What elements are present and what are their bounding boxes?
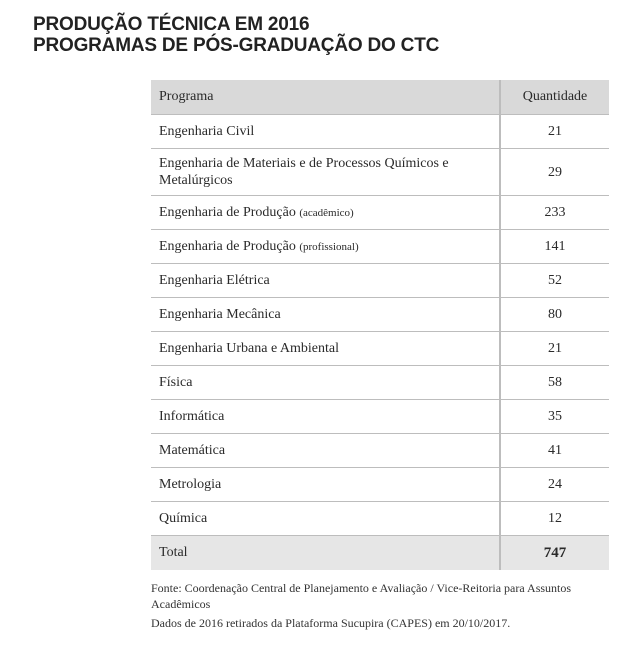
- table-row: [151, 332, 609, 366]
- quantity-cell: 141: [500, 230, 609, 264]
- program-cell: [151, 502, 500, 536]
- program-cell: [151, 366, 500, 400]
- program-name: Engenharia de Materiais e de Processos Químicos e Metalúrgicos: [159, 156, 449, 188]
- program-name: Metrologia: [159, 476, 222, 492]
- page-title: [33, 14, 439, 56]
- quantity-cell: 21: [500, 115, 609, 149]
- program-cell: [151, 434, 500, 468]
- quantity-cell: 35: [500, 400, 609, 434]
- quantity-cell: 24: [500, 468, 609, 502]
- program-note: (acadêmico): [299, 206, 354, 219]
- table-row: [151, 434, 609, 468]
- quantity-cell: 233: [500, 196, 609, 230]
- program-cell: [151, 400, 500, 434]
- quantity-cell: 21: [500, 332, 609, 366]
- table-row: [151, 502, 609, 536]
- total-quantity: 747: [500, 536, 609, 571]
- program-name: Engenharia Mecânica: [159, 306, 281, 322]
- program-cell: [151, 230, 500, 264]
- program-cell: [151, 468, 500, 502]
- quantity-cell: 29: [500, 149, 609, 196]
- program-cell: [151, 149, 500, 196]
- table-row: [151, 230, 609, 264]
- quantity-cell: 41: [500, 434, 609, 468]
- production-table: [151, 80, 609, 570]
- program-name: Física: [159, 374, 193, 390]
- total-row: [151, 536, 609, 571]
- table-header-row: [151, 80, 609, 115]
- table-row: [151, 366, 609, 400]
- header-quantity: Quantidade: [500, 80, 609, 115]
- program-name: Engenharia Civil: [159, 123, 255, 139]
- table-row: [151, 149, 609, 196]
- program-cell: [151, 332, 500, 366]
- source-line: Fonte: Coordenação Central de Planejamento e Avaliação / Vice-Reitoria para Assuntos Acadêmicos: [151, 581, 572, 611]
- table-row: [151, 468, 609, 502]
- program-name: Matemática: [159, 442, 226, 458]
- program-name: Engenharia de Produção: [159, 204, 296, 220]
- table-row: [151, 115, 609, 149]
- program-name: Química: [159, 510, 208, 526]
- table-row: [151, 196, 609, 230]
- program-name: Informática: [159, 408, 225, 424]
- quantity-cell: 58: [500, 366, 609, 400]
- program-cell: [151, 196, 500, 230]
- title-line-2: PROGRAMAS DE PÓS-GRADUAÇÃO DO CTC: [33, 35, 440, 56]
- table-row: [151, 298, 609, 332]
- program-cell: [151, 115, 500, 149]
- program-cell: [151, 298, 500, 332]
- quantity-cell: 80: [500, 298, 609, 332]
- source-notes: [151, 580, 611, 634]
- quantity-cell: 52: [500, 264, 609, 298]
- header-program: Programa: [151, 80, 500, 115]
- title-line-1: PRODUÇÃO TÉCNICA EM 2016: [33, 14, 310, 35]
- program-name: Engenharia Elétrica: [159, 272, 270, 288]
- program-name: Engenharia Urbana e Ambiental: [159, 340, 339, 356]
- table-body: [151, 115, 609, 536]
- quantity-cell: 12: [500, 502, 609, 536]
- program-note: (profissional): [299, 240, 359, 253]
- table-row: [151, 400, 609, 434]
- data-date-line: Dados de 2016 retirados da Plataforma Sucupira (CAPES) em 20/10/2017.: [151, 616, 511, 630]
- program-cell: [151, 264, 500, 298]
- total-label: Total: [151, 536, 500, 571]
- table-row: [151, 264, 609, 298]
- program-name: Engenharia de Produção: [159, 238, 296, 254]
